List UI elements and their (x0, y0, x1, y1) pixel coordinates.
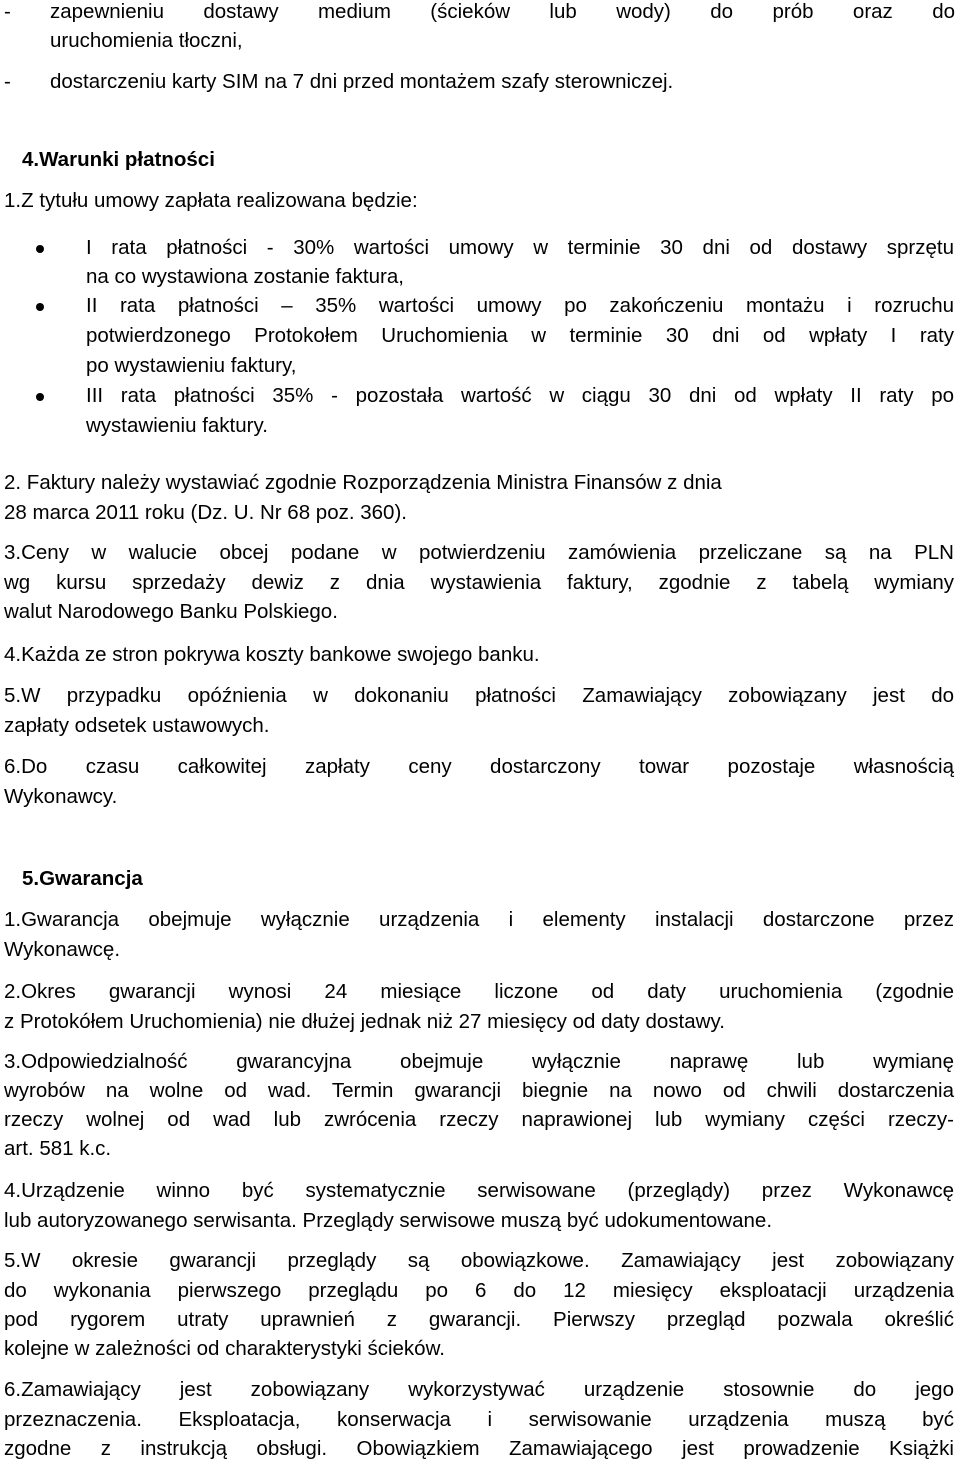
dash-marker: - (4, 0, 11, 23)
warranty-point-3-line-1: 3.Odpowiedzialność gwarancyjna obejmuje wyłącznie naprawę lub wymianę (4, 1050, 954, 1073)
warranty-point-3-line-4: art. 581 k.c. (4, 1137, 112, 1160)
warranty-point-3-line-2: wyrobów na wolne od wad. Termin gwarancji biegnie na nowo od chwili dostarczenia (4, 1079, 954, 1102)
payment-point-5-line-1: 5.W przypadku opóźnienia w dokonaniu płatności Zamawiający zobowiązany jest do (4, 684, 954, 707)
payment-point-6-line-2: Wykonawcy. (4, 785, 118, 808)
warranty-point-4-line-1: 4.Urządzenie winno być systematycznie serwisowane (przeglądy) przez Wykonawcę (4, 1179, 954, 1202)
warranty-point-2-line-1: 2.Okres gwarancji wynosi 24 miesiące liczone od daty uruchomienia (zgodnie (4, 980, 954, 1003)
payment-point-4-line-1: 4.Każda ze stron pokrywa koszty bankowe swojego banku. (4, 643, 540, 666)
warranty-point-4-line-2: lub autoryzowanego serwisanta. Przeglądy serwisowe muszą być udokumentowane. (4, 1209, 773, 1232)
warranty-point-5-line-3: pod rygorem utraty uprawnień z gwarancji. Pierwszy przegląd pozwala określić (4, 1308, 954, 1331)
warranty-point-3-line-3: rzeczy wolnej od wad lub zwrócenia rzeczy naprawionej lub wymiany części rzeczy- (4, 1108, 954, 1131)
payment-bullet-2-line-3: po wystawieniu faktury, (86, 354, 297, 377)
payment-point-6-line-1: 6.Do czasu całkowitej zapłaty ceny dostarczony towar pozostaje własnością (4, 755, 954, 778)
payment-point-3-line-1: 3.Ceny w walucie obcej podane w potwierdzeniu zamówienia przeliczane są na PLN (4, 541, 954, 564)
delivery-item-2-line-1: dostarczeniu karty SIM na 7 dni przed montażem szafy sterowniczej. (50, 70, 674, 93)
section-4-heading: 4.Warunki płatności (22, 148, 215, 171)
payment-bullet-2-line-1: II rata płatności – 35% wartości umowy po zakończeniu montażu i rozruchu (86, 294, 954, 317)
section-5-heading: 5.Gwarancja (22, 867, 143, 890)
warranty-point-6-line-2: przeznaczenia. Eksploatacja, konserwacja i serwisowanie urządzenia muszą być (4, 1408, 954, 1431)
warranty-point-1-line-2: Wykonawcę. (4, 938, 121, 961)
warranty-point-6-line-3: zgodne z instrukcją obsługi. Obowiązkiem Zamawiającego jest prowadzenie Książki (4, 1437, 954, 1460)
bullet-icon (36, 393, 44, 401)
payment-bullet-1-line-1: I rata płatności - 30% wartości umowy w terminie 30 dni od dostawy sprzętu (86, 236, 954, 259)
payment-bullet-3-line-1: III rata płatności 35% - pozostała wartość w ciągu 30 dni od wpłaty II raty po (86, 384, 954, 407)
payment-bullet-3-line-2: wystawieniu faktury. (86, 414, 268, 437)
payment-bullet-1-line-2: na co wystawiona zostanie faktura, (86, 265, 404, 288)
payment-point-3-line-2: wg kursu sprzedaży dewiz z dnia wystawienia faktury, zgodnie z tabelą wymiany (4, 571, 954, 594)
delivery-item-1-line-1: zapewnieniu dostawy medium (ścieków lub wody) do prób oraz do (50, 0, 955, 23)
warranty-point-1-line-1: 1.Gwarancja obejmuje wyłącznie urządzenia i elementy instalacji dostarczone przez (4, 908, 954, 931)
payment-point-2-line-2: 28 marca 2011 roku (Dz. U. Nr 68 poz. 360). (4, 501, 407, 524)
payment-point-3-line-3: walut Narodowego Banku Polskiego. (4, 600, 338, 623)
warranty-point-2-line-2: z Protokółem Uruchomienia) nie dłużej jednak niż 27 miesięcy od daty dostawy. (4, 1010, 725, 1033)
delivery-item-1-line-2: uruchomienia tłoczni, (50, 29, 243, 52)
bullet-icon (36, 303, 44, 311)
warranty-point-5-line-2: do wykonania pierwszego przeglądu po 6 do 12 miesięcy eksploatacji urządzenia (4, 1279, 954, 1302)
dash-marker: - (4, 70, 11, 93)
payment-point-5-line-2: zapłaty odsetek ustawowych. (4, 714, 270, 737)
payment-bullet-2-line-2: potwierdzonego Protokołem Uruchomienia w terminie 30 dni od wpłaty I raty (86, 324, 954, 347)
warranty-point-6-line-1: 6.Zamawiający jest zobowiązany wykorzystywać urządzenie stosownie do jego (4, 1378, 954, 1401)
section-4-intro: 1.Z tytułu umowy zapłata realizowana będzie: (4, 189, 418, 212)
warranty-point-5-line-4: kolejne w zależności od charakterystyki ścieków. (4, 1337, 445, 1360)
payment-point-2-line-1: 2. Faktury należy wystawiać zgodnie Rozporządzenia Ministra Finansów z dnia (4, 471, 722, 494)
warranty-point-5-line-1: 5.W okresie gwarancji przeglądy są obowiązkowe. Zamawiający jest zobowiązany (4, 1249, 954, 1272)
bullet-icon (36, 245, 44, 253)
